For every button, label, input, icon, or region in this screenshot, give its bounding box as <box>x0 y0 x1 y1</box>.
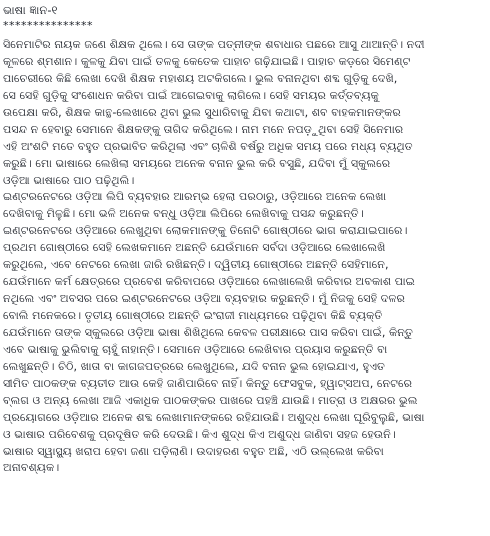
body-line: କରୁଥିଲେ, ଏବେ ନେଟରେ ଲେଖା ଜାରି ରଖିଛନ୍ତି। ଦ୍ୱିତୀୟ ଗୋଷ୍ଠୀରେ ଅଛନ୍ତି ସେହିମାନେ, <box>3 258 389 272</box>
body-line: ପସନ୍ଦ ନ ହେବାରୁ ସେମାନେ ଶିକ୍ଷକଙ୍କୁ ତାଗିଦ କରିଥିଲେ। ନାମ ମନେ ନପଡ଼ୁଥିବା ସେହି ସିନେମାର <box>3 122 404 136</box>
body-line: ଏହି ଅଂଶଟି ମତେ ବହୁତ ପ୍ରଭାବିତ କରିଥିଲା ଏବଂ ଚାଳିଶି ବର୍ଷରୁ ଅଧିକ ସମୟ ପରେ ମଧ୍ୟ ବ୍ୟଥିତ <box>3 139 413 153</box>
post-title: ଭାଷା ଜ୍ଞାନ-୧ <box>3 3 58 17</box>
body-line: କରୁଛି। ମୋ ଭାଷାରେ ଲେଖିଲା ସମୟରେ ଅନେକ ବନାନ ଭୁଲ କରି ବସୁଛି, ଯଦିବା ମୁଁ ସ୍କୁଲରେ <box>3 156 391 170</box>
body-line: ଲେଖୁଛନ୍ତି। ଚିଠି, ଖାତା ବା କାଗଜପତ୍ରରେ ଲେଖୁଥିଲେ, ଯଦି ବନାନ ଭୁଲ ହୋଇଯାଏ, ହୁଏତ <box>3 359 386 373</box>
body-line: ବୋଲି ମନେକରେ। ତୃତୀୟ ଗୋଷ୍ଠୀରେ ଅଛନ୍ତି ଇଂରାଜୀ ମାଧ୍ୟମରେ ପଢ଼ିଥିବା କିଛି ବ୍ୟକ୍ତି <box>3 309 383 322</box>
body-line: ଭାଷାର ସ୍ୱାସ୍ଥ୍ୟ ଖରାପ ହେବା ଜଣା ପଡ଼ିଲାଣି। ଉଦାହରଣ ବହୁତ ଅଛି, ଏଠି ଉଲ୍ଲେଖ କରିବା <box>3 444 384 458</box>
title-separator: *************** <box>3 19 93 32</box>
body-line: ଏବେ ଭାଷାକୁ ଭୁଲିବାକୁ ଚାହୁଁ ନାହାନ୍ତି। ସେମାନେ ଓଡ଼ିଆରେ ଲେଖିବାର ପ୍ରୟାସ କରୁଛନ୍ତି ବା <box>3 342 388 356</box>
body-line: ଦେଖିବାକୁ ମିଳୁଛି। ମୋ ଭଳି ଅନେକ ବନ୍ଧୁ ଓଡ଼ିଆ ଲିପିରେ ଲେଖିବାକୁ ପସନ୍ଦ କରୁଛନ୍ତି। <box>3 207 364 221</box>
body-line: ଯେଉଁମାନେ ତାଙ୍କ ସ୍କୁଲରେ ଓଡ଼ିଆ ଭାଷା ଶିଖିଥିଲେ କେବଳ ପରୀକ୍ଷାରେ ପାସ କରିବା ପାଇଁ, କିନ୍ତୁ <box>3 325 413 339</box>
body-line: କୂଳରେ ଶ୍ମଶାନ। କୁଳକୁ ଯିବା ପାଇଁ ତଳକୁ କେତେକ ପାହାଚ ଗଢ଼ିଯାଇଛି। ପାହାଚ କଡ଼ରେ ସିମେଣ୍ଟ <box>3 54 411 68</box>
body-line: ଓ ଭାଷାର ପରିବେଶକୁ ପ୍ରଦୂଷିତ କରି ଦେଉଛି। କିଏ ଶୁଦ୍ଧ କିଏ ଅଶୁଦ୍ଧ ଜାଣିବା ସହଜ ହେଉନି। <box>3 427 396 441</box>
body-line: ଯେଉଁମାନେ କର୍ମ କ୍ଷେତ୍ରରେ ପ୍ରବେଶ କରିବାପରେ ଓଡ଼ିଆରେ ଲେଖାଲେଖି କରିବାର ଅବକାଶ ପାଇ <box>3 275 415 289</box>
body-line: ଉପେକ୍ଷା କରି, ଶିକ୍ଷକ କାନ୍ଥ-ଲେଖାରେ ଥିବା ଭୁଲ ସୁଧାରିବାକୁ ଯିବା କଥାଟା, ଶବ ବାହକମାନଙ୍କର <box>3 105 401 119</box>
body-line: ଇଣ୍ଟରନେଟରେ ଓଡ଼ିଆରେ ଲେଖୁଥିବା ଲୋକମାନଙ୍କୁ ତିନୋଟି ଗୋଷ୍ଠୀରେ ଭାଗ କରାଯାଇପାରେ। <box>3 224 408 238</box>
post-body <box>3 37 487 477</box>
post <box>3 3 487 477</box>
body-line: ଅନାବଶ୍ୟକ। <box>3 461 60 475</box>
body-line: ପ୍ରୟୋଗରେ ଓଡ଼ିଆର ଅନେକ ଶବ୍ଦ ଲେଖାମାନଙ୍କରେ ରହିଯାଉଛି। ଅଶୁଦ୍ଧ ଲେଖା ଘୂରିବୁଲୁଛି, ଭାଷା <box>3 410 425 424</box>
body-line: ଓଡ଼ିଆ ଭାଷାରେ ପାଠ ପଢ଼ିଥିଲି। <box>3 173 135 187</box>
body-line: ଇଣ୍ଟରନେଟରେ ଓଡ଼ିଆ ଲିପି ବ୍ୟବହାର ଆରମ୍ଭ ହେଲା ପରଠାରୁ, ଓଡ଼ିଆରେ ଅନେକ ଲେଖା <box>3 190 387 204</box>
body-line: ପାଚେରୀରେ କିଛି ଲେଖା ଦେଖି ଶିକ୍ଷକ ମହାଶୟ ଅଟକିଗଲେ। ଭୁଲ ବନାନଥିବା ଶବ୍ଦ ଗୁଡ଼ିକୁ ଦେଖି, <box>3 71 398 85</box>
body-line: ସେ ସେହି ଗୁଡ଼ିକୁ ସଂଶୋଧନ କରିବା ପାଇଁ ଆଗେଇବାକୁ ଲାଗିଲେ। ସେହି ସମୟର କର୍ତ୍ତବ୍ୟକୁ <box>3 88 379 102</box>
body-line: ସିନେମାଟିର ନାୟକ ଜଣେ ଶିକ୍ଷକ ଥିଲେ। ସେ ତାଙ୍କ ପତ୍ନୀଙ୍କ ଶବାଧାର ପଛରେ ଆସୁ ଥାଆନ୍ତି। ନଦୀ <box>3 38 425 51</box>
body-line: ପ୍ରଥମ ଗୋଷ୍ଠୀରେ ସେହି ଲେଖକମାନେ ଅଛନ୍ତି ଯେଉଁମାନେ ସର୍ବଦା ଓଡ଼ିଆରେ ଲେଖାଲେଖି <box>3 241 386 255</box>
body-line: ନଥିଲେ ଏବଂ ଅବସର ପରେ ଇଣ୍ଟରନେଟରେ ଓଡ଼ିଆ ବ୍ୟବହାର କରୁଛନ୍ତି। ମୁଁ ନିଜକୁ ସେହି ଦଳର <box>3 292 405 306</box>
body-line: ବ୍ଲଗ ଓ ଅନ୍ୟ ଲେଖା ଆଜି ଏକାଧିକ ପାଠକଙ୍କର ପାଖରେ ପହଞ୍ଚି ଯାଉଛି। ମାତ୍ରା ଓ ଅକ୍ଷରର ଭୁଲ <box>3 393 418 407</box>
body-line: ସୀମିତ ପାଠକଙ୍କ ବ୍ୟତୀତ ଆଉ କେହି ଜାଣିପାରିବେ ନାହିଁ। କିନ୍ତୁ ଫେସବୁକ, ହ୍ୱାଟ୍ସଅପ, ନେଟରେ <box>3 376 413 390</box>
